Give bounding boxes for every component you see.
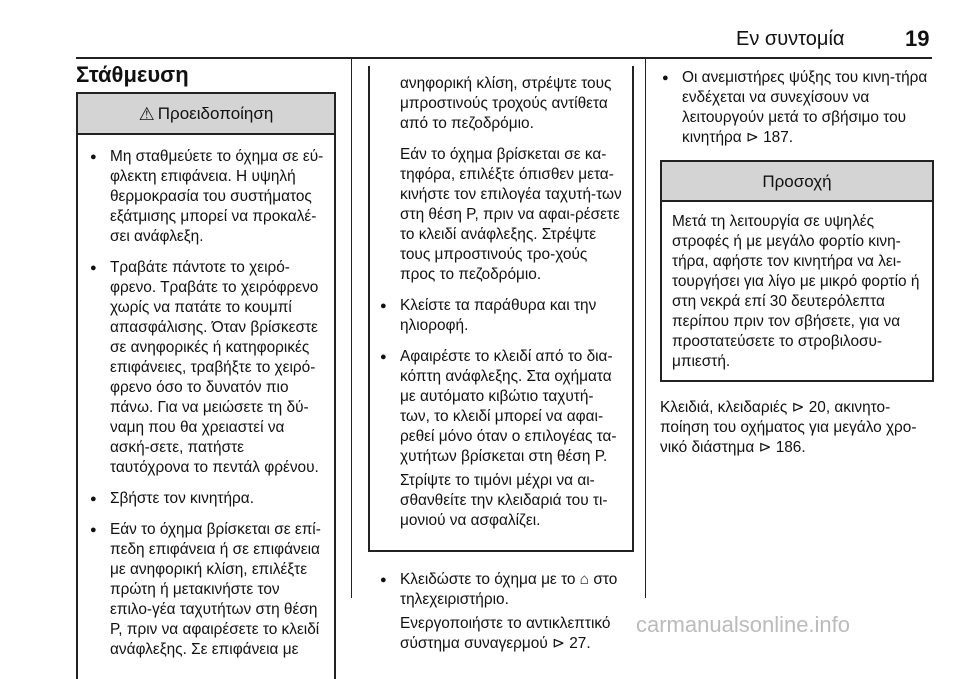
column-divider — [351, 58, 352, 598]
warning-box-header — [78, 94, 334, 135]
warning-box — [76, 92, 336, 679]
caution-box-header — [662, 162, 932, 202]
caution-box-body — [662, 202, 932, 380]
header-divider — [76, 57, 932, 59]
warning-box-body — [78, 135, 334, 679]
list-item: ● Αφαιρέστε το κλειδί από το δια-κόπτη ανάφλεξης. Στα οχήματα με αυτόματο κιβώτιο ταχυτή-των, το κλειδί μπορεί να αφαι-ρεθεί μόνο όταν ο επιλογέας τα-χυτήτων βρίσκεται στη θέση P. — [378, 347, 622, 467]
watermark: carmanualsonline.info — [636, 612, 851, 637]
caution-box-title: Προσοχή — [762, 172, 832, 191]
column-1 — [76, 92, 336, 679]
page-number: 19 — [905, 26, 930, 51]
column-2 — [368, 66, 634, 665]
list-item — [88, 520, 324, 660]
section-title: Στάθμευση — [76, 62, 189, 87]
warning-triangle-icon: ⚠ — [138, 104, 155, 124]
paragraph: Εάν το όχημα βρίσκεται σε κα-τηφόρα, επιλέξτε όπισθεν μετα-κινήστε τον επιλογέα ταχυτή-των στη θέση P, πριν να αφαι-ρέσετε το κλειδί ανάφλεξης. Στρέψτε τους μπροστινούς τρο-χούς προς το πεζοδρόμιο. — [400, 146, 622, 283]
header-title: Εν συντομία — [736, 28, 845, 50]
paragraph: Στρίψτε το τιμόνι μέχρι να αι-σθανθείτε την κλειδαριά του τι-μονιού να ασφαλίζει. — [400, 472, 608, 529]
column-3 — [660, 68, 934, 469]
list-item: ● Τραβάτε πάντοτε το χειρό-φρενο. Τραβάτε το χειρόφρενο χωρίς να πατάτε το κουμπί απασφάλισης. Όταν βρίσκεστε σε ανηφορικές ή κατηφορικές επιφάνειες, τραβήξτε το χειρό-φρενο όσο το δυνατόν πιο πάνω. Για να μειώσετε τη δύ-ναμη που θα χρειαστεί να ασκή-σετε, πατήστε ταυτόχρονα το πεντάλ φρένου. — [88, 258, 324, 478]
paragraph: Μετά τη λειτουργία σε υψηλές στροφές ή με μεγάλο φορτίο κινη-τήρα, αφήστε τον κινητήρα να λει-τουργήσει για λίγο με μικρό φορτίο ή στη νεκρά επί 30 δευτερόλεπτα περίπου πριν τον σβήσετε, για να προστατεύσετε το στροβιλοσυ-μπιεστή. — [672, 213, 920, 370]
list-item: ● Κλείστε τα παράθυρα και την ηλιοροφή. — [378, 296, 622, 336]
paragraph: ανηφορική κλίση, στρέψτε τους μπροστινούς τροχούς αντίθετα από το πεζοδρόμιο. — [400, 75, 612, 132]
warning-box-continued — [368, 66, 634, 552]
paragraph: Ενεργοποιήστε το αντικλεπτικό σύστημα συναγερμού ⊳ 27. — [400, 615, 611, 652]
list-item: ● Οι ανεμιστήρες ψύξης του κινη-τήρα ενδέχεται να συνεχίσουν να λειτουργούν μετά το σβήσιμο του κινητήρα ⊳ 187. — [660, 68, 934, 148]
list-item-text: Εάν το όχημα βρίσκεται σε επί-πεδη επιφάνεια ή σε επιφάνεια με ανηφορική κλίση, επιλέξτε πρώτη ή μετακινήστε τον επιλο-γέα ταχυτήτων στη θέση P, πριν να αφαιρέσετε το κλειδί ανάφλεξης. Σε επιφάνεια με — [110, 521, 321, 658]
list-item: ● Μη σταθμεύετε το όχημα σε εύ-φλεκτη επιφάνεια. Η υψηλή θερμοκρασία του συστήματος εξάτμισης μπορεί να προκαλέ-σει ανάφλεξη. — [88, 147, 324, 247]
warning-box-body — [370, 66, 632, 550]
caution-box — [660, 160, 934, 382]
list-item: ● Σβήστε τον κινητήρα. — [88, 489, 324, 509]
list-item: ● Κλειδώστε το όχημα με το ⌂ στο τηλεχειριστήριο. — [378, 570, 634, 610]
column-divider — [645, 58, 646, 598]
post-box-content — [368, 570, 634, 654]
paragraph: Κλειδιά, κλειδαριές ⊳ 20, ακινητο-ποίηση του οχήματος για μεγάλο χρο-νικό διάστημα ⊳ 186. — [660, 399, 917, 456]
warning-box-title: Προειδοποίηση — [157, 104, 274, 123]
